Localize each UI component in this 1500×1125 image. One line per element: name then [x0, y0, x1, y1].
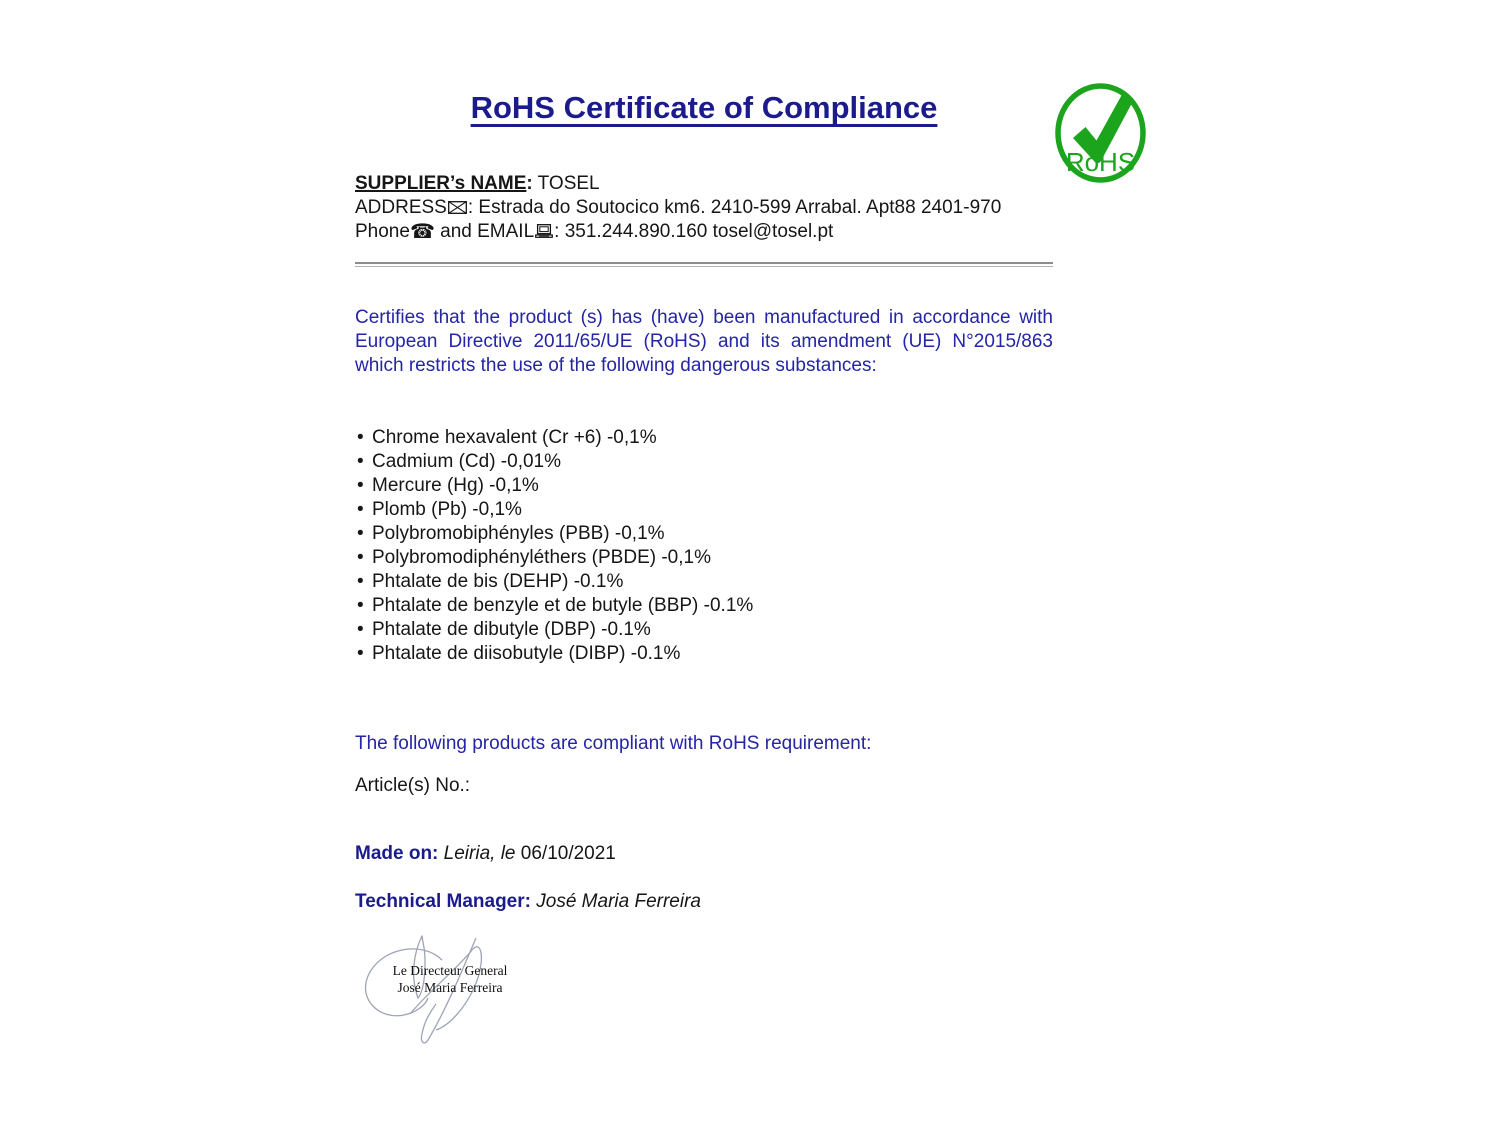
substance-item: • Phtalate de bis (DEHP) -0.1%: [355, 570, 1053, 594]
supplier-block: [355, 172, 1055, 244]
substance-item: • Phtalate de dibutyle (DBP) -0.1%: [355, 618, 1053, 642]
made-on-label: Made on:: [355, 843, 439, 864]
supplier-name-label: SUPPLIER’s NAME: [355, 173, 527, 194]
page-title: RoHS Certificate of Compliance: [470, 90, 938, 125]
technical-manager-line: [355, 891, 1053, 913]
substance-item: • Mercure (Hg) -0,1%: [355, 474, 1053, 498]
email-label: and EMAIL: [434, 221, 535, 242]
certification-paragraph: Certifies that the product (s) has (have) been manufactured in accordance with European Directive 2011/65/UE (RoHS) and its amendment (UE) N°2015/863 which restricts the use of the following dangerous substances:: [355, 307, 1053, 376]
supplier-name-colon: :: [526, 173, 533, 194]
contact-value: : 351.244.890.160 tosel@tosel.pt: [554, 221, 834, 242]
made-on-place: Leiria, le: [443, 843, 516, 864]
phone-icon: ☎: [409, 219, 435, 243]
supplier-name-value: TOSEL: [532, 173, 600, 194]
rohs-logo-label: RoHS: [1065, 147, 1136, 177]
substance-item: • Phtalate de benzyle et de butyle (BBP) -0.1%: [355, 594, 1053, 618]
section-divider: [355, 262, 1053, 267]
compliance-statement: The following products are compliant with RoHS requirement:: [355, 733, 872, 754]
signature-text: [380, 962, 520, 996]
computer-icon: [535, 224, 553, 238]
signature-line1: Le Directeur General: [392, 963, 508, 978]
technical-manager-name: José Maria Ferreira: [536, 891, 701, 912]
envelope-icon: [448, 201, 467, 214]
supplier-name-line: [355, 172, 1055, 196]
rohs-logo: [1053, 82, 1148, 184]
article-number-label: Article(s) No.:: [355, 775, 471, 796]
technical-manager-label: Technical Manager:: [355, 891, 531, 912]
substance-item: • Phtalate de diisobutyle (DIBP) -0.1%: [355, 642, 1053, 666]
address-value: : Estrada do Soutocico km6. 2410-599 Arrabal. Apt88 2401-970: [467, 197, 1002, 218]
made-on-date: 06/10/2021: [520, 843, 616, 864]
substance-item: • Plomb (Pb) -0,1%: [355, 498, 1053, 522]
address-label: ADDRESS: [355, 197, 447, 218]
substances-list: [355, 426, 1053, 666]
substance-item: • Polybromobiphényles (PBB) -0,1%: [355, 522, 1053, 546]
made-on-line: [355, 843, 1053, 865]
signature-line2: José Maria Ferreira: [397, 980, 503, 995]
phone-label: Phone: [355, 221, 410, 242]
substance-item: • Polybromodiphényléthers (PBDE) -0,1%: [355, 546, 1053, 570]
substance-item: • Chrome hexavalent (Cr +6) -0,1%: [355, 426, 1053, 450]
supplier-address-line: [355, 196, 1055, 220]
supplier-contact-line: [355, 220, 1055, 244]
substance-item: • Cadmium (Cd) -0,01%: [355, 450, 1053, 474]
